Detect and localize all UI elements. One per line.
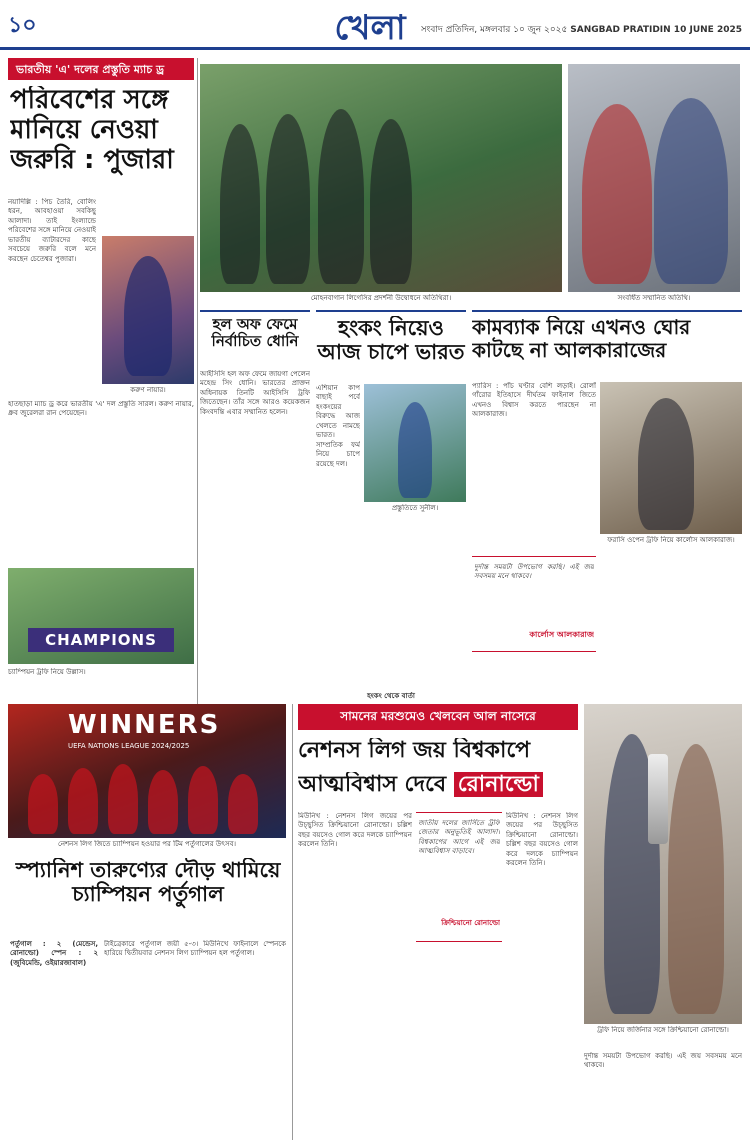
pujara-body-1: নয়াদিল্লি : পিচ তৈরি, বোলিং ধরন, আবহাওয়া সবকিছু আলাদা। তাই ইংল্যান্ডে পরিবেশের সঙ্গে মানিয়ে নেওয়াই ভারতীয় ব্যাটারদের কাছে সবচেয়ে জরুরি বলে মনে করছেন চেতেশ্বর পুজারা। [8,198,96,263]
column-divider-2 [292,704,293,1140]
ronaldo-headline-1: নেশনস লিগ জয় বিশ্বকাপে [298,738,531,763]
alcaraz-headline: কামব্যাক নিয়ে এখনও ঘোর কাটছে না আলকারাজের [472,316,691,362]
winners-banner: WINNERS [68,710,221,740]
ronaldo-headline-2-text: আত্মবিশ্বাস দেবে [298,772,447,797]
champions-caption: চ্যাম্পিয়ন ট্রফি নিয়ে উল্লাস। [8,668,86,676]
date-english: SANGBAD PRATIDIN 10 JUNE 2025 [570,25,742,35]
ronaldo-headline-2 [298,772,578,804]
alcaraz-body: প্যারিস : পাঁচ ঘণ্টার বেশি লড়াই। রোলাঁ গাঁরোর ইতিহাসে দীর্ঘতম ফাইনাল জিতে এখনও বিশ্বাস করতে পারছেন না আলকারাজ। [472,382,596,419]
hongkong-byline: হংকং থেকে বার্তা [367,692,415,700]
hongkong-body: এশিয়ান কাপ বাছাই পর্বে হংকংয়ের বিরুদ্ধে আজ খেলতে নামছে ভারত। সাম্প্রতিক ফর্ম নিয়ে চাপে রয়েছে দল। [316,384,360,468]
ronaldo-kicker-bar [298,704,578,730]
alcaraz-quote-box [472,556,596,652]
portugal-score: পর্তুগাল : ২ (মেন্ডেস, রোনাল্ডো) স্পেন : ২ (জুবিমেন্ডি, ওইয়ারজাবাল) [10,940,98,967]
champions-photo [8,568,194,664]
alcaraz-photo [600,382,742,534]
alcaraz-caption: ফরাসি ওপেন ট্রফি নিয়ে কার্লোস আলকারাজ। [607,536,735,544]
section-title: খেলা [334,8,406,46]
hongkong-story [316,310,466,710]
hongkong-headline: হংকং নিয়েও আজ চাপে ভারত [317,316,465,365]
karun-nair-caption: করুণ নায়ার। [130,386,166,394]
ronaldo-photo [584,704,742,1024]
ronaldo-body: মিউনিখ : নেশনস লিগ জয়ের পর উচ্ছ্বসিত ক্রিশ্চিয়ানো রোনাল্ডো। চল্লিশ বছর বয়সেও গোল করে দলকে চ্যাম্পিয়ন করলেন তিনি। [298,812,412,849]
alcaraz-quote-by: কার্লোস আলকারাজ [529,630,594,639]
event-photo-1-caption: মোহনবাগান লিগেসির প্রদর্শনী উদ্বোধনে অতিথিরা। [310,294,452,302]
champions-banner: CHAMPIONS [28,628,174,652]
ronaldo-photo-caption: ট্রফি নিয়ে জর্জিনার সঙ্গে ক্রিশ্চিয়ানো রোনাল্ডো। [597,1026,729,1034]
winners-photo [8,704,286,838]
event-photo-2 [568,64,740,292]
sunil-caption: প্রস্তুতিতে সুনীল। [391,504,439,512]
trophy-icon [648,754,668,844]
portugal-body: টাইব্রেকারে পর্তুগাল জয়ী ৫-৩। মিউনিখে ফাইনালে স্পেনকে হারিয়ে দ্বিতীয়বার নেশনস লিগ চ্যাম্পিয়ন হল পর্তুগাল। [104,940,286,958]
pujara-headline: পরিবেশের সঙ্গে মানিয়ে নেওয়া জরুরি : পুজারা [10,86,174,175]
portugal-headline: স্প্যানিশ তারুণ্যের দৌড় থামিয়ে চ্যাম্পিয়ন পর্তুগাল [15,858,281,907]
pujara-kicker: ভারতীয় 'এ' দলের প্রস্তুতি ম্যাচ ড্র [8,58,194,80]
karun-nair-photo [102,236,194,384]
winners-caption: নেশনস লিগ জিতে চ্যাম্পিয়ন হওয়ার পর টিম পর্তুগালের উৎসব। [57,840,236,848]
winners-sub: UEFA NATIONS LEAGUE 2024/2025 [68,742,190,750]
alcaraz-quote: দুর্দান্ত সময়টা উপভোগ করছি। এই জয় সবসময় মনে থাকবে। [474,563,594,581]
ronaldo-quote-box [416,812,502,942]
ronaldo-body-3: দুর্দান্ত সময়টা উপভোগ করছি। এই জয় সবসময় মনে থাকবে। [584,1052,742,1070]
dhoni-story [200,310,310,710]
pujara-body-2: হাতছাড়া ম্যাচ ড্র করে ভারতীয় 'এ' দল প্রস্তুতি সারল। করুণ নায়ার, ধ্রুব জুরেলরা রান পেয়েছেন। [8,400,194,418]
dhoni-headline: হল অফ ফেমে নির্বাচিত ধোনি [211,316,299,351]
ronaldo-kicker: সামনের মরশুমেও খেলবেন আল নাসেরে [340,709,536,723]
dateline [421,22,742,37]
ronaldo-body-2: মিউনিখ : নেশনস লিগ জয়ের পর উচ্ছ্বসিত ক্রিশ্চিয়ানো রোনাল্ডো। চল্লিশ বছর বয়সেও গোল করে দলকে চ্যাম্পিয়ন করলেন তিনি। [506,812,578,868]
pujara-story [8,58,194,714]
alcaraz-story [472,310,742,710]
column-divider [197,58,198,708]
sunil-photo [364,384,466,502]
date-bengali: সংবাদ প্রতিদিন, মঙ্গলবার ১০ জুন ২০২৫ [420,25,568,35]
page-number: ১০ [8,13,37,38]
event-photo-2-caption: সংবর্ধিত সম্মানিত অতিথি। [617,294,691,302]
dhoni-body: আইসিসি হল অফ ফেমে জায়গা পেলেন মহেন্দ্র সিং ধোনি। ভারতের প্রাক্তন অধিনায়ক তিনটি আইসিসি ট্রফি জিতেছেন। তাঁর সঙ্গে আরও কয়েকজন কিংবদন্তি এবার সম্মানিত হলেন। [200,370,310,416]
masthead [0,0,750,50]
event-photo-1 [200,64,562,292]
ronaldo-quote-by: ক্রিশ্চিয়ানো রোনাল্ডো [441,919,500,927]
ronaldo-quote: জাতীয় দলের জার্সিতে ট্রফি জেতার অনুভূতিই আলাদা। বিশ্বকাপের আগে এই জয় আত্মবিশ্বাস বাড়াবে। [418,819,500,856]
ronaldo-headline-highlight: রোনাল্ডো [454,772,543,797]
